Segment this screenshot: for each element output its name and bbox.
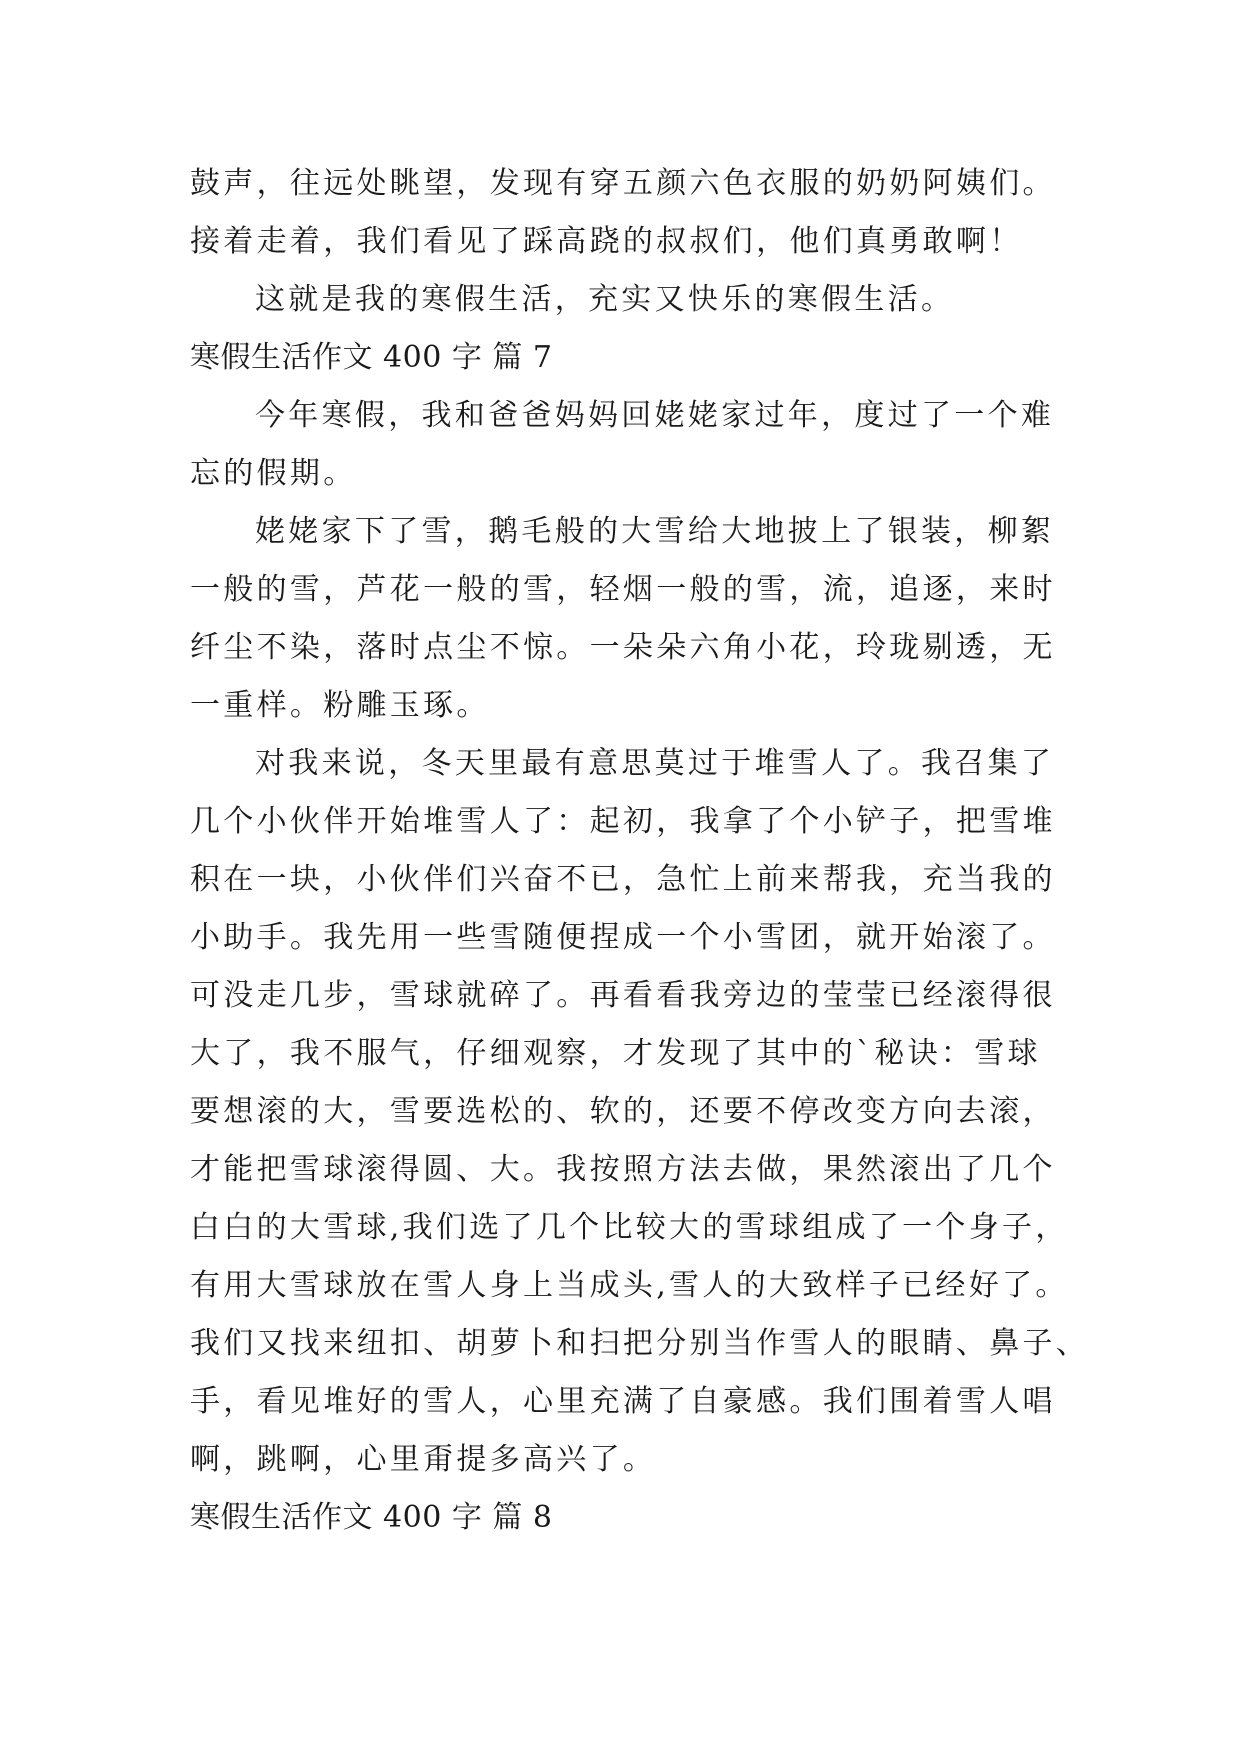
paragraph-first-line: 对我来说，冬天里最有意思莫过于堆雪人了。我召集了 bbox=[255, 746, 1055, 781]
paragraph-first-line: 今年寒假，我和爸爸妈妈回姥姥家过年，度过了一个难 bbox=[255, 398, 1055, 433]
text-line: 要想滚的大，雪要选松的、软的，还要不停改变方向去滚， bbox=[190, 1094, 1056, 1129]
text-line: 啊，跳啊，心里甭提多高兴了。 bbox=[190, 1442, 657, 1477]
paragraph-first-line: 这就是我的寒假生活，充实又快乐的寒假生活。 bbox=[255, 282, 955, 317]
text-line: 可没走几步，雪球就碎了。再看看我旁边的莹莹已经滚得很 bbox=[190, 978, 1056, 1013]
text-line: 积在一块，小伙伴们兴奋不已，急忙上前来帮我，充当我的 bbox=[190, 862, 1056, 897]
text-line: 几个小伙伴开始堆雪人了：起初，我拿了个小铲子，把雪堆 bbox=[190, 804, 1056, 839]
text-line: 忘的假期。 bbox=[190, 456, 357, 491]
text-line: 纤尘不染，落时点尘不惊。一朵朵六角小花，玲珑剔透，无 bbox=[190, 630, 1056, 665]
text-line: 有用大雪球放在雪人身上当成头,雪人的大致样子已经好了。 bbox=[190, 1268, 1069, 1303]
text-line: 小助手。我先用一些雪随便捏成一个小雪团，就开始滚了。 bbox=[190, 920, 1056, 955]
text-line: 白白的大雪球,我们选了几个比较大的雪球组成了一个身子， bbox=[190, 1210, 1069, 1245]
text-line: 一重样。粉雕玉琢。 bbox=[190, 688, 490, 723]
section-heading: 寒假生活作文 400 字 篇 8 bbox=[190, 1500, 553, 1535]
section-heading: 寒假生活作文 400 字 篇 7 bbox=[190, 340, 553, 375]
text-line: 才能把雪球滚得圆、大。我按照方法去做，果然滚出了几个 bbox=[190, 1152, 1056, 1187]
text-line: 我们又找来纽扣、胡萝卜和扫把分别当作雪人的眼睛、鼻子、 bbox=[190, 1326, 1090, 1361]
text-line: 接着走着，我们看见了踩高跷的叔叔们，他们真勇敢啊！ bbox=[190, 224, 1023, 259]
text-line: 手，看见堆好的雪人，心里充满了自豪感。我们围着雪人唱 bbox=[190, 1384, 1056, 1419]
text-line: 鼓声，往远处眺望，发现有穿五颜六色衣服的奶奶阿姨们。 bbox=[190, 166, 1056, 201]
paragraph-first-line: 姥姥家下了雪，鹅毛般的大雪给大地披上了银装，柳絮 bbox=[255, 514, 1055, 549]
text-line: 一般的雪，芦花一般的雪，轻烟一般的雪，流，追逐，来时 bbox=[190, 572, 1056, 607]
text-line: 大了，我不服气，仔细观察，才发现了其中的`秘诀：雪球 bbox=[190, 1036, 1041, 1071]
